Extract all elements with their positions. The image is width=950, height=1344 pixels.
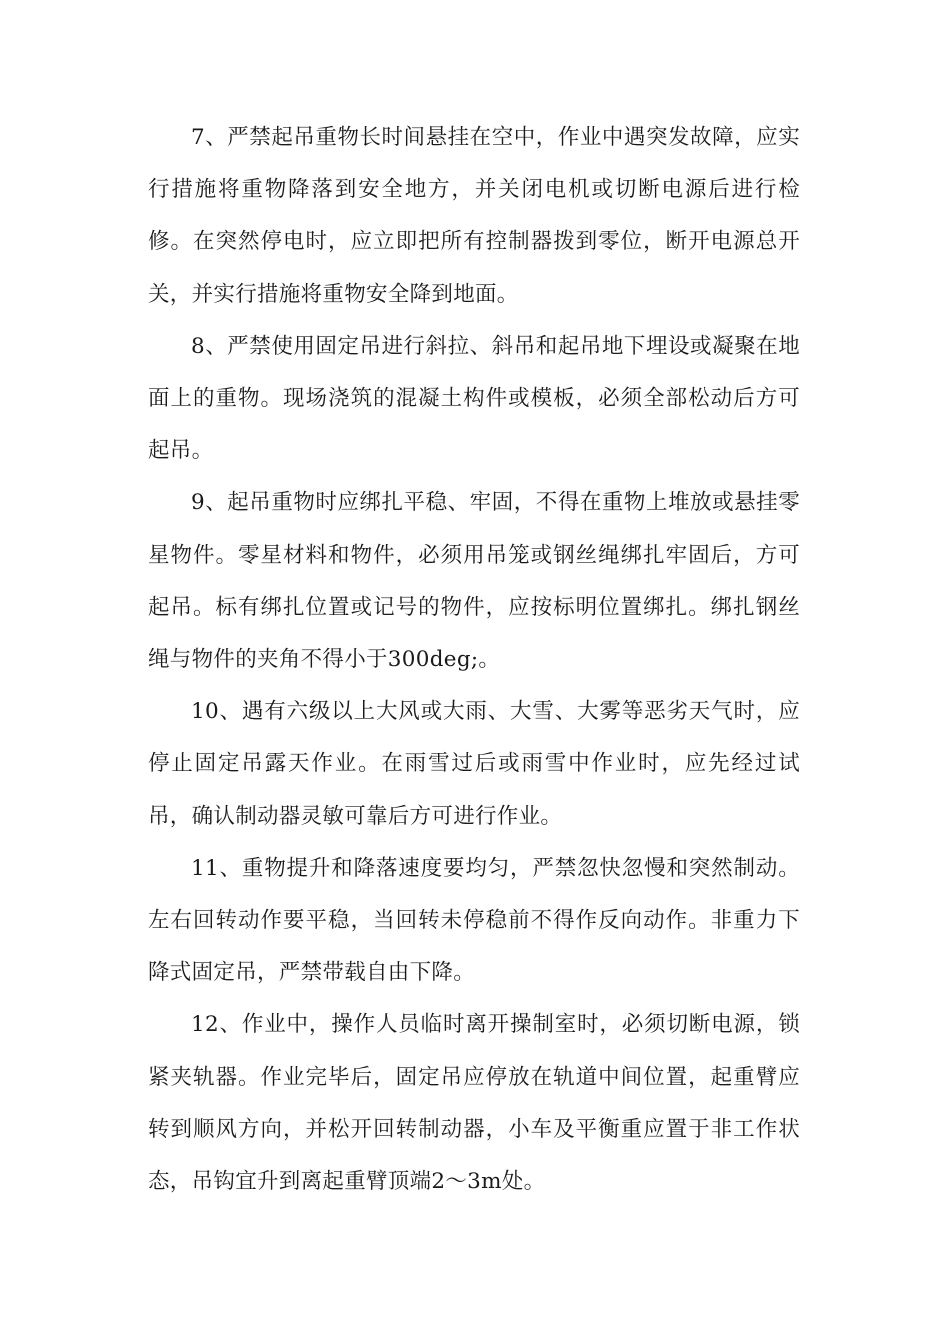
- paragraph-item-8: 8、严禁使用固定吊进行斜拉、斜吊和起吊地下埋设或凝聚在地面上的重物。现场浇筑的混凝土构件或模板，必须全部松动后方可起吊。: [148, 333, 800, 464]
- paragraph-item-10: 10、遇有六级以上大风或大雨、大雪、大雾等恶劣天气时，应停止固定吊露天作业。在雨雪过后或雨雪中作业时，应先经过试吊，确认制动器灵敏可靠后方可进行作业。: [148, 699, 800, 829]
- document-body: [148, 112, 800, 1208]
- paragraph-item-9: 9、起吊重物时应绑扎平稳、牢固，不得在重物上堆放或悬挂零星物件。零星材料和物件，必须用吊笼或钢丝绳绑扎牢固后，方可起吊。标有绑扎位置或记号的物件，应按标明位置绑扎。绑扎钢丝绳与物件的夹角不得小于300deg;。: [148, 490, 800, 673]
- paragraph-item-11: 11、重物提升和降落速度要均匀，严禁忽快忽慢和突然制动。左右回转动作要平稳，当回转未停稳前不得作反向动作。非重力下降式固定吊，严禁带载自由下降。: [148, 855, 800, 986]
- paragraph-item-7: 7、严禁起吊重物长时间悬挂在空中，作业中遇突发故障，应实行措施将重物降落到安全地方，并关闭电机或切断电源后进行检修。在突然停电时，应立即把所有控制器拨到零位，断开电源总开关，并实行措施将重物安全降到地面。: [148, 125, 800, 307]
- paragraph-item-12: 12、作业中，操作人员临时离开操制室时，必须切断电源，锁紧夹轨器。作业完毕后，固定吊应停放在轨道中间位置，起重臂应转到顺风方向，并松开回转制动器，小车及平衡重应置于非工作状态，吊钩宜升到离起重臂顶端2～3m处。: [148, 1012, 800, 1195]
